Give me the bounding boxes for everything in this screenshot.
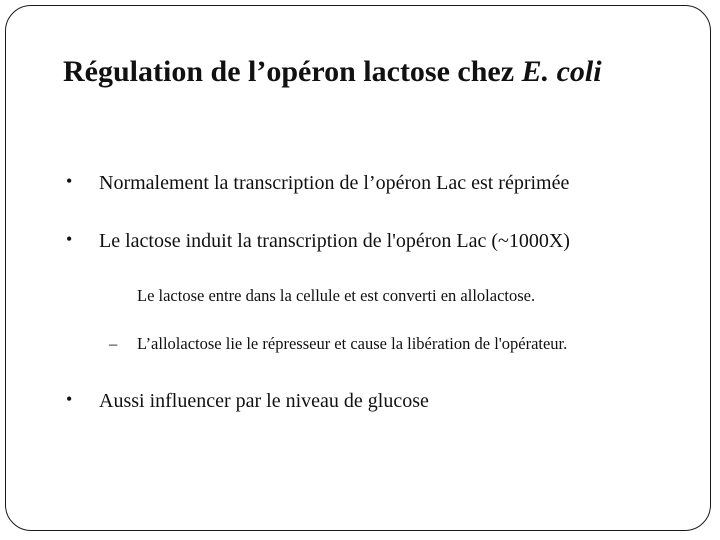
bullet-text-3: Aussi influencer par le niveau de glucose <box>99 390 429 412</box>
bullet-marker: • <box>66 229 73 249</box>
slide-title <box>63 55 602 89</box>
bullet-text-2: Le lactose induit la transcription de l'opéron Lac (~1000X) <box>99 230 570 252</box>
sub-bullet-text-1: Le lactose entre dans la cellule et est converti en allolactose. <box>137 286 536 305</box>
title-main-text: Régulation de l’opéron lactose chez <box>63 55 515 88</box>
slide-frame <box>5 5 711 531</box>
bullet-marker: • <box>66 389 73 409</box>
sub-bullet-dash: – <box>109 334 118 353</box>
bullet-text-1: Normalement la transcription de l’opéron Lac est réprimée <box>99 172 570 194</box>
sub-bullet-text-2: L’allolactose lie le répresseur et cause la libération de l'opérateur. <box>137 334 568 353</box>
title-italic-text: E. coli <box>521 55 602 88</box>
bullet-marker: • <box>66 171 73 191</box>
